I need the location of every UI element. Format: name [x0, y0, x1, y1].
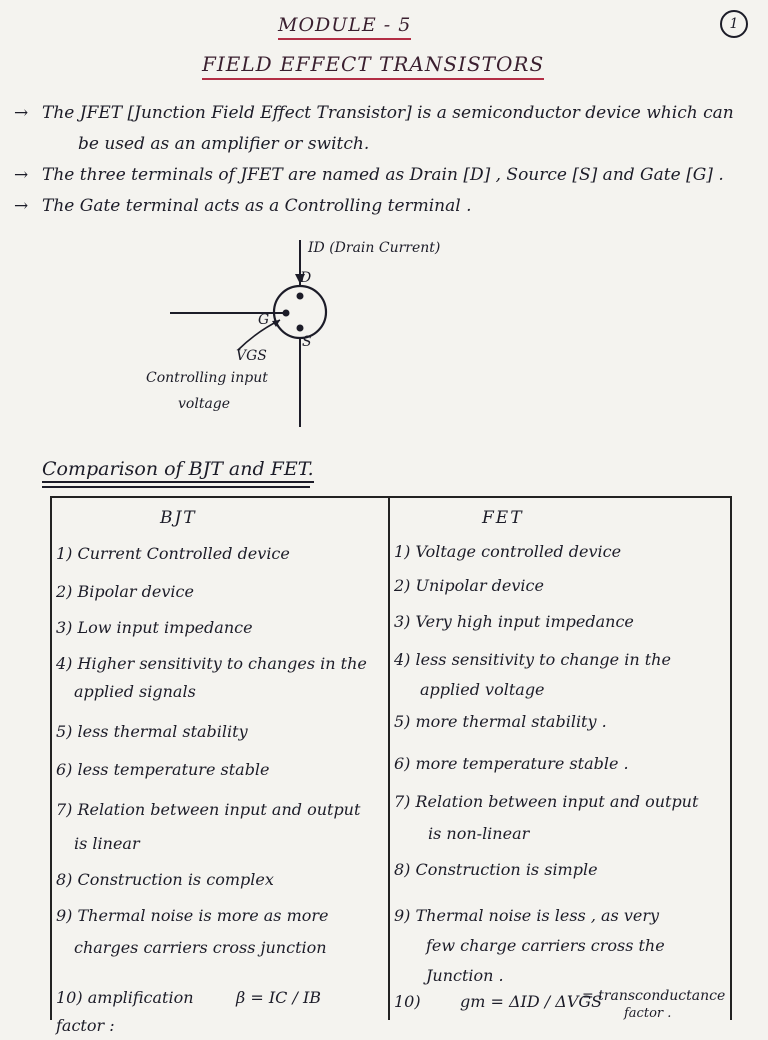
fet-row: 9) Thermal noise is less , as very	[394, 906, 660, 925]
bullet-line: The Gate terminal acts as a Controlling terminal .	[42, 196, 472, 216]
terminal-dot	[297, 325, 304, 332]
drain-label: D	[300, 270, 312, 286]
fet-row-continued: is non-linear	[428, 824, 530, 843]
bjt-row: 6) less temperature stable	[56, 760, 270, 779]
bullet-line: The three terminals of JFET are named as Drain [D] , Source [S] and Gate [G] .	[42, 165, 724, 185]
bullet-line: The JFET [Junction Field Effect Transistor] is a semiconductor device which can	[42, 103, 734, 123]
bullet-item	[14, 160, 754, 191]
column-header-fet: FET	[482, 508, 524, 528]
controlling-input-label: Controlling input	[146, 370, 268, 386]
page-number: 1	[720, 10, 748, 38]
fet-row: 8) Construction is simple	[394, 860, 598, 879]
bjt-row: 7) Relation between input and output	[56, 800, 361, 819]
comparison-heading: Comparison of BJT and FET.	[42, 458, 314, 483]
bullet-item	[14, 98, 754, 160]
bjt-row-continued: is linear	[74, 834, 140, 853]
bjt-row: 10) amplification factor :	[56, 988, 194, 1035]
arrow-icon: →	[14, 196, 29, 216]
beta-formula: β = IC / IB	[236, 988, 322, 1007]
drain-current-label: ID (Drain Current)	[308, 240, 441, 256]
transconductance-label: = transconductance	[582, 988, 726, 1004]
bjt-row: 8) Construction is complex	[56, 870, 274, 889]
bjt-row: 2) Bipolar device	[56, 582, 194, 601]
heading-underline	[42, 486, 310, 488]
source-label: S	[302, 334, 312, 350]
fet-row: 5) more thermal stability .	[394, 712, 607, 731]
terminal-dot	[297, 293, 304, 300]
vgs-label: VGS	[236, 348, 267, 364]
page-title: FIELD EFFECT TRANSISTORS	[202, 52, 544, 80]
fet-row: 3) Very high input impedance	[394, 612, 634, 631]
bjt-row: 9) Thermal noise is more as more	[56, 906, 329, 925]
fet-row: 10)	[394, 992, 421, 1011]
fet-row-continued: few charge carriers cross the	[426, 936, 665, 955]
gm-formula: gm = ΔID / ΔVGS	[460, 992, 603, 1011]
factor-label: factor .	[624, 1006, 672, 1021]
fet-row: 1) Voltage controlled device	[394, 542, 622, 561]
fet-row-continued: applied voltage	[420, 680, 545, 699]
arrow-icon: →	[14, 103, 29, 123]
intro-bullets	[14, 98, 754, 222]
arrow-icon: →	[14, 165, 29, 185]
fet-row: 4) less sensitivity to change in the	[394, 650, 671, 669]
bjt-row-continued: applied signals	[74, 682, 196, 701]
fet-row: 2) Unipolar device	[394, 576, 544, 595]
fet-row: 6) more temperature stable .	[394, 754, 629, 773]
jfet-symbol-diagram	[140, 232, 460, 432]
fet-row-continued: Junction .	[426, 966, 504, 985]
bjt-row: 4) Higher sensitivity to changes in the	[56, 654, 367, 673]
fet-row: 7) Relation between input and output	[394, 792, 699, 811]
column-header-bjt: BJT	[160, 508, 197, 528]
module-title: MODULE - 5	[278, 14, 411, 40]
controlling-voltage-label: voltage	[178, 396, 231, 412]
gate-label: G	[258, 312, 270, 328]
bullet-line: be used as an amplifier or switch.	[78, 134, 370, 154]
bjt-row: 3) Low input impedance	[56, 618, 253, 637]
bjt-row-continued: charges carriers cross junction	[74, 938, 327, 957]
bullet-item	[14, 191, 754, 222]
bjt-row: 5) less thermal stability	[56, 722, 248, 741]
bjt-row: 1) Current Controlled device	[56, 544, 290, 563]
